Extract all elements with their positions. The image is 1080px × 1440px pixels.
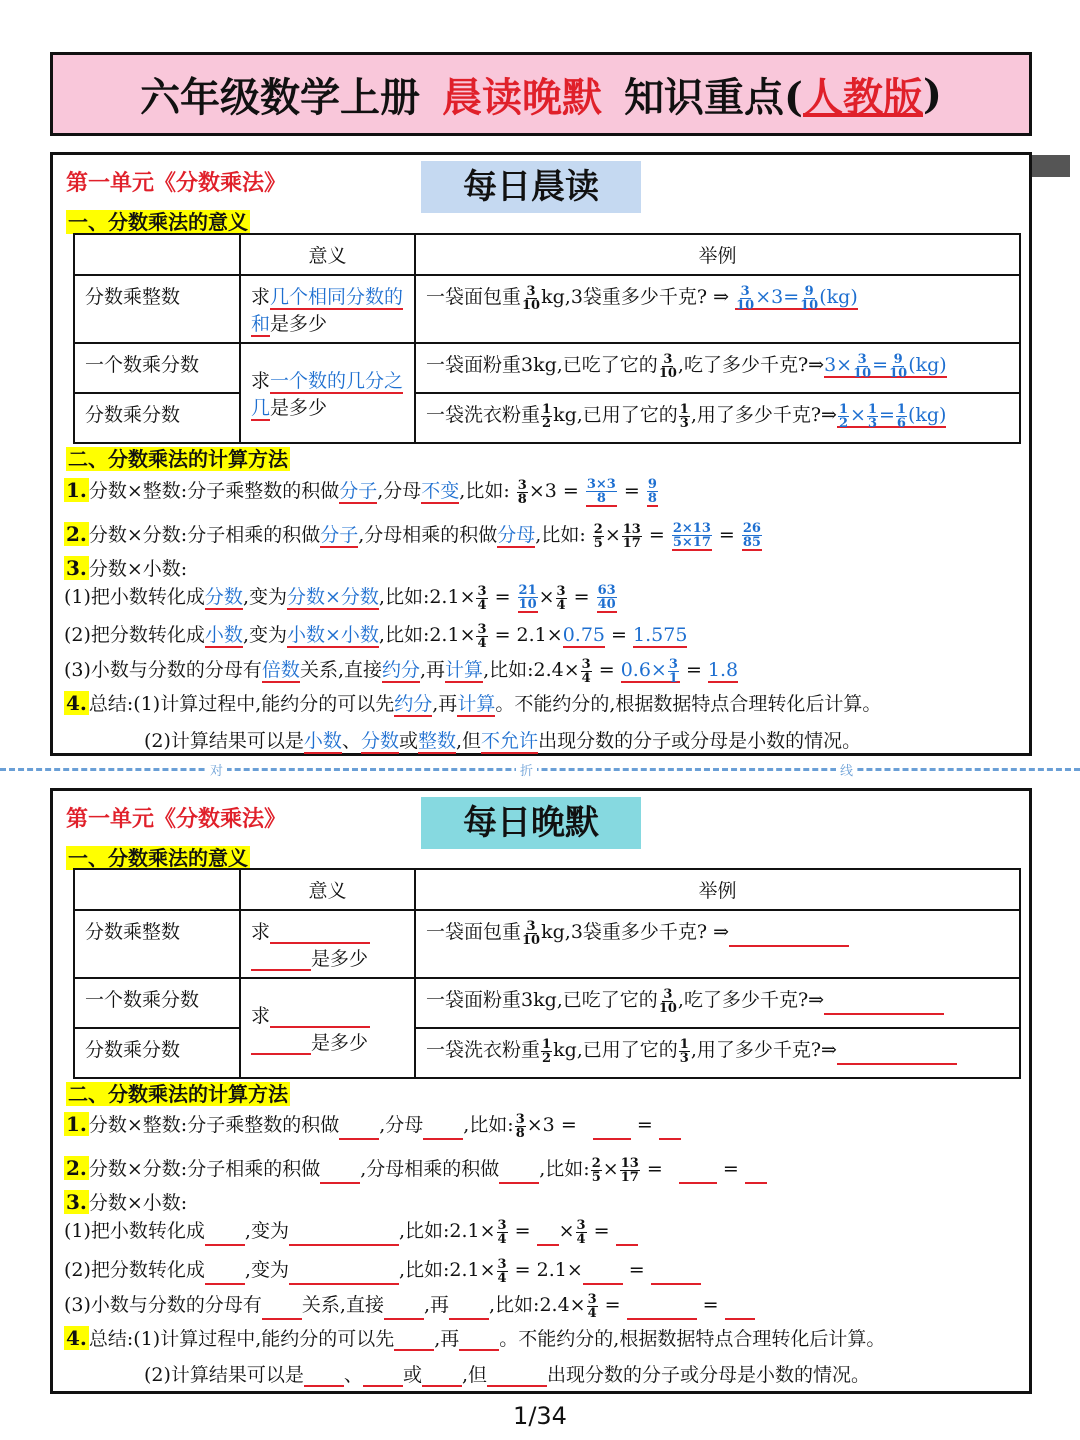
table-cell: 分数乘整数: [74, 910, 240, 978]
table-header-empty: [74, 869, 240, 910]
blank-line-5: (2)计算结果可以是 、 或 ,但 出现分数的分子或分母是小数的情况。: [144, 1364, 871, 1386]
table-cell: 一袋洗衣粉重 $\frac{1}{2}$ kg,已用了它的 $\frac{1}{3}$ ,用了多少千克?⇒ $\frac{1}{2}$ × $\frac{1}{3}$ = $\frac{1}{6}$ (kg): [415, 393, 1020, 443]
table-cell: 一袋面包重 $\frac{3}{10}$ kg,3袋重多少千克? ⇒: [415, 910, 1020, 978]
rule-line-5: (2)计算结果可以是小数、分数或整数,但不允许出现分数的分子或分母是小数的情况。: [144, 730, 862, 752]
title-close: ): [923, 70, 942, 118]
table-cell: 分数乘分数: [74, 393, 240, 443]
table-cell: 一袋洗衣粉重 $\frac{1}{2}$ kg,已用了它的 $\frac{1}{3}$ ,用了多少千克?⇒: [415, 1028, 1020, 1078]
table-header-empty: [74, 234, 240, 275]
rule-line-3b: (2)把分数转化成小数,变为小数×小数,比如:2.1× $\frac{3}{4}$ = 2.1×0.75 = 1.575: [64, 621, 688, 651]
blank-line-3a: (1)把小数转化成 ,变为 ,比如:2.1× $\frac{3}{4}$ = × $\frac{3}{4}$ =: [64, 1216, 638, 1246]
table-cell: 一袋面粉重3kg,已吃了它的 $\frac{3}{10}$ ,吃了多少千克?⇒: [415, 978, 1020, 1028]
title-edition: 人教版: [803, 73, 923, 121]
section-heading: 二、分数乘法的计算方法: [68, 447, 288, 471]
table-header: 举例: [415, 234, 1020, 275]
table-cell: 一袋面粉重3kg,已吃了它的 $\frac{3}{10}$ ,吃了多少千克?⇒3× $\frac{3}{10}$ = $\frac{9}{10}$ (kg): [415, 343, 1020, 393]
rule-line-4: 4. 总结:(1)计算过程中,能约分的可以先约分,再计算。不能约分的,根据数据特点合理转化后计算。: [66, 691, 882, 715]
rule-line-1: 1. 分数×整数:分子乘整数的积做分子,分母不变,比如: $\frac{3}{8}$ ×3 = $\frac{3\times 3}{8}$ = $\frac{9}{8}$: [66, 476, 657, 507]
blank-line-3b: (2)把分数转化成 ,变为 ,比如:2.1× $\frac{3}{4}$ = 2.1× =: [64, 1255, 701, 1285]
fold-label: 对: [206, 760, 227, 779]
section-heading: 一、分数乘法的意义: [68, 846, 248, 870]
page-title: [50, 52, 1032, 136]
table-cell: 求 是多少: [240, 978, 415, 1078]
table-header: 意义: [240, 869, 415, 910]
meaning-table: [73, 233, 1021, 444]
section-heading: 一、分数乘法的意义: [68, 210, 248, 234]
table-cell: 一个数乘分数: [74, 978, 240, 1028]
title-text: 六年级数学上册: [140, 73, 421, 121]
badge-morning: 每日晨读: [421, 161, 641, 213]
unit-title: 第一单元《分数乘法》: [66, 170, 287, 196]
fold-label: 线: [836, 760, 857, 779]
unit-title: 第一单元《分数乘法》: [66, 806, 287, 832]
table-cell: 求 是多少: [240, 910, 415, 978]
badge-evening: 每日晚默: [421, 797, 641, 849]
fold-label: 折: [516, 760, 537, 779]
table-cell: 一袋面包重 $\frac{3}{10}$ kg,3袋重多少千克? ⇒ $\frac{3}{10}$ ×3= $\frac{9}{10}$ (kg): [415, 275, 1020, 343]
blank-line-1: 1. 分数×整数:分子乘整数的积做 ,分母 ,比如: $\frac{3}{8}$ ×3 = =: [64, 1110, 681, 1140]
table-cell: 求一个数的几分之几是多少: [240, 343, 415, 443]
title-highlight: 晨读晚默: [442, 73, 603, 121]
rule-line-3c: (3)小数与分数的分母有倍数关系,直接约分,再计算,比如:2.4× $\frac{3}{4}$ = 0.6× $\frac{3}{1}$ = 1.8: [64, 656, 739, 686]
table-cell: 一个数乘分数: [74, 343, 240, 393]
table-header: 意义: [240, 234, 415, 275]
rule-line-2: 2. 分数×分数:分子相乘的积做分子,分母相乘的积做分母,比如: $\frac{2}{5}$ × $\frac{13}{17}$ = $\frac{2\times 13}{5\times 17}$ = $\frac{26}{85}$: [66, 520, 761, 551]
page-number: 1/34: [513, 1402, 567, 1430]
section-heading: 二、分数乘法的计算方法: [68, 1082, 288, 1106]
blank-line-3: 3. 分数×小数:: [66, 1190, 188, 1214]
rule-line-3: 3. 分数×小数:: [66, 556, 188, 580]
table-cell: 求几个相同分数的和是多少: [240, 275, 415, 343]
table-cell: 分数乘整数: [74, 275, 240, 343]
meaning-table-blank: [73, 868, 1021, 1079]
blank-line-2: 2. 分数×分数:分子相乘的积做 ,分母相乘的积做 ,比如: $\frac{2}{5}$ × $\frac{13}{17}$ = =: [64, 1154, 767, 1184]
fold-line: [0, 768, 1080, 771]
blank-line-3c: (3)小数与分数的分母有 关系,直接 ,再 ,比如:2.4× $\frac{3}{4}$ = =: [64, 1290, 755, 1320]
title-text-2: 知识重点(: [624, 73, 803, 121]
table-header: 举例: [415, 869, 1020, 910]
table-cell: 分数乘分数: [74, 1028, 240, 1078]
rule-line-3a: (1)把小数转化成分数,变为分数×分数,比如:2.1× $\frac{3}{4}$ = $\frac{21}{10}$ × $\frac{3}{4}$ = $\frac{63}{40}$: [64, 582, 616, 613]
blank-line-4: 4. 总结:(1)计算过程中,能约分的可以先 ,再 。不能约分的,根据数据特点合理转化后计算。: [66, 1326, 886, 1350]
